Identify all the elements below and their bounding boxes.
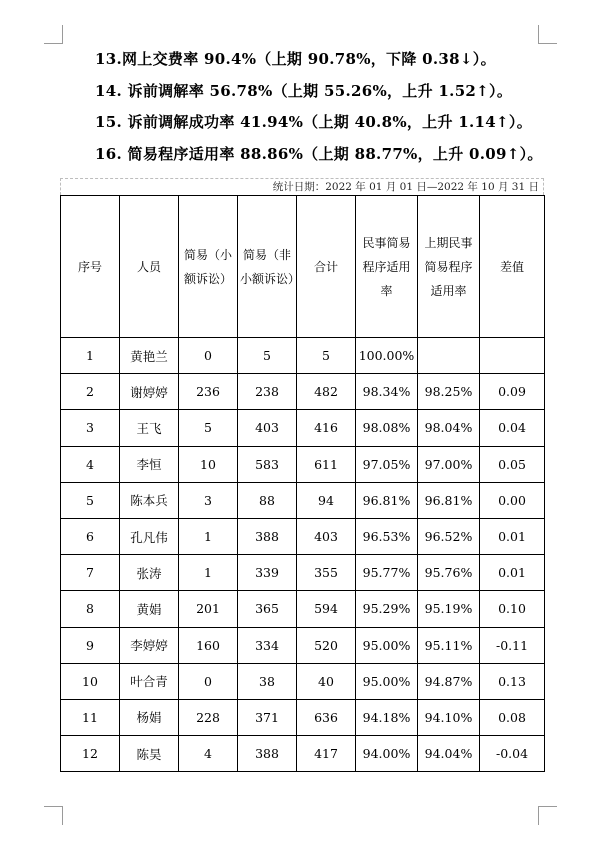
cell-rate: 97.05% [356,446,418,482]
cell-prev-rate: 95.76% [418,555,480,591]
cell-prev-rate [418,338,480,374]
cell-person: 陈本兵 [120,482,179,518]
cell-total: 417 [297,736,356,772]
table-row [61,338,545,374]
cell-diff: 0.08 [480,699,545,735]
cell-index: 7 [61,555,120,591]
cell-prev-rate: 94.10% [418,699,480,735]
cell-total: 611 [297,446,356,482]
header-diff: 差值 [480,196,545,338]
cell-total: 520 [297,627,356,663]
table-row [61,627,545,663]
cell-prev-rate: 94.04% [418,736,480,772]
cell-rate: 94.18% [356,699,418,735]
cell-simple-non-small: 403 [238,410,297,446]
cell-index: 9 [61,627,120,663]
cell-person: 孔凡伟 [120,518,179,554]
summary-line-15: 15. 诉前调解成功率 41.94%（上期 40.8%，上升 1.14↑）。 [95,113,532,131]
cell-rate: 95.00% [356,627,418,663]
cell-rate: 98.34% [356,374,418,410]
cell-total: 355 [297,555,356,591]
cell-person: 杨娟 [120,699,179,735]
page-corner-mark-top-left [44,25,63,44]
page-corner-mark-top-right [538,25,557,44]
header-simple-small-claims: 简易（小额诉讼） [179,196,238,338]
cell-simple-non-small: 371 [238,699,297,735]
cell-index: 5 [61,482,120,518]
cell-diff: 0.01 [480,555,545,591]
cell-index: 11 [61,699,120,735]
cell-diff: -0.04 [480,736,545,772]
header-person: 人员 [120,196,179,338]
cell-rate: 95.29% [356,591,418,627]
cell-rate: 98.08% [356,410,418,446]
cell-diff: 0.10 [480,591,545,627]
cell-index: 8 [61,591,120,627]
table-row [61,482,545,518]
header-simple-non-small-claims: 简易（非小额诉讼） [238,196,297,338]
table-row [61,374,545,410]
header-prev-rate: 上期民事简易程序适用率 [418,196,480,338]
cell-total: 403 [297,518,356,554]
cell-total: 416 [297,410,356,446]
table-row [61,663,545,699]
cell-prev-rate: 95.19% [418,591,480,627]
cell-diff: -0.11 [480,627,545,663]
cell-diff: 0.00 [480,482,545,518]
table-row [61,591,545,627]
cell-total: 482 [297,374,356,410]
cell-simple-non-small: 238 [238,374,297,410]
cell-person: 黄艳兰 [120,338,179,374]
cell-simple-small: 4 [179,736,238,772]
cell-simple-non-small: 365 [238,591,297,627]
cell-diff: 0.04 [480,410,545,446]
cell-simple-small: 5 [179,410,238,446]
cell-diff: 0.05 [480,446,545,482]
cell-prev-rate: 98.04% [418,410,480,446]
staff-table [60,195,545,772]
page-corner-mark-bottom-left [44,806,63,825]
table-row [61,518,545,554]
cell-simple-non-small: 38 [238,663,297,699]
summary-line-13: 13.网上交费率 90.4%（上期 90.78%，下降 0.38↓）。 [95,50,496,68]
cell-simple-non-small: 339 [238,555,297,591]
cell-total: 94 [297,482,356,518]
cell-simple-small: 1 [179,518,238,554]
table-row [61,736,545,772]
cell-person: 王飞 [120,410,179,446]
page-corner-mark-bottom-right [538,806,557,825]
cell-simple-non-small: 334 [238,627,297,663]
cell-index: 12 [61,736,120,772]
cell-person: 谢婷婷 [120,374,179,410]
cell-diff [480,338,545,374]
cell-rate: 94.00% [356,736,418,772]
cell-simple-small: 0 [179,663,238,699]
cell-person: 张涛 [120,555,179,591]
cell-simple-non-small: 5 [238,338,297,374]
cell-simple-small: 10 [179,446,238,482]
header-rate: 民事简易程序适用率 [356,196,418,338]
cell-simple-small: 201 [179,591,238,627]
cell-index: 10 [61,663,120,699]
summary-line-16: 16. 简易程序适用率 88.86%（上期 88.77%，上升 0.09↑）。 [95,144,543,163]
cell-person: 陈昊 [120,736,179,772]
summary-lines [95,44,565,170]
table-row [61,699,545,735]
cell-prev-rate: 96.52% [418,518,480,554]
cell-diff: 0.01 [480,518,545,554]
cell-total: 5 [297,338,356,374]
cell-simple-non-small: 388 [238,736,297,772]
summary-line-14: 14. 诉前调解率 56.78%（上期 55.26%，上升 1.52↑）。 [95,81,513,100]
cell-prev-rate: 94.87% [418,663,480,699]
cell-prev-rate: 95.11% [418,627,480,663]
cell-total: 636 [297,699,356,735]
cell-prev-rate: 97.00% [418,446,480,482]
cell-index: 6 [61,518,120,554]
cell-index: 1 [61,338,120,374]
cell-rate: 96.53% [356,518,418,554]
cell-person: 李恒 [120,446,179,482]
header-total: 合计 [297,196,356,338]
cell-simple-non-small: 88 [238,482,297,518]
cell-simple-non-small: 388 [238,518,297,554]
table-row [61,446,545,482]
stat-date: 统计日期：2022 年 01 月 01 日—2022 年 10 月 31 日 [272,181,539,193]
cell-prev-rate: 98.25% [418,374,480,410]
stat-date-box [60,178,544,195]
table-header-row [61,196,545,338]
table-row [61,555,545,591]
cell-person: 黄娟 [120,591,179,627]
cell-diff: 0.09 [480,374,545,410]
cell-rate: 95.00% [356,663,418,699]
cell-total: 40 [297,663,356,699]
cell-simple-non-small: 583 [238,446,297,482]
cell-simple-small: 236 [179,374,238,410]
cell-total: 594 [297,591,356,627]
header-index: 序号 [61,196,120,338]
cell-index: 4 [61,446,120,482]
cell-simple-small: 1 [179,555,238,591]
cell-rate: 100.00% [356,338,418,374]
cell-rate: 96.81% [356,482,418,518]
cell-person: 叶合青 [120,663,179,699]
cell-simple-small: 160 [179,627,238,663]
cell-simple-small: 0 [179,338,238,374]
cell-index: 2 [61,374,120,410]
cell-rate: 95.77% [356,555,418,591]
cell-person: 李婷婷 [120,627,179,663]
table-row [61,410,545,446]
cell-simple-small: 228 [179,699,238,735]
cell-index: 3 [61,410,120,446]
cell-prev-rate: 96.81% [418,482,480,518]
cell-simple-small: 3 [179,482,238,518]
cell-diff: 0.13 [480,663,545,699]
